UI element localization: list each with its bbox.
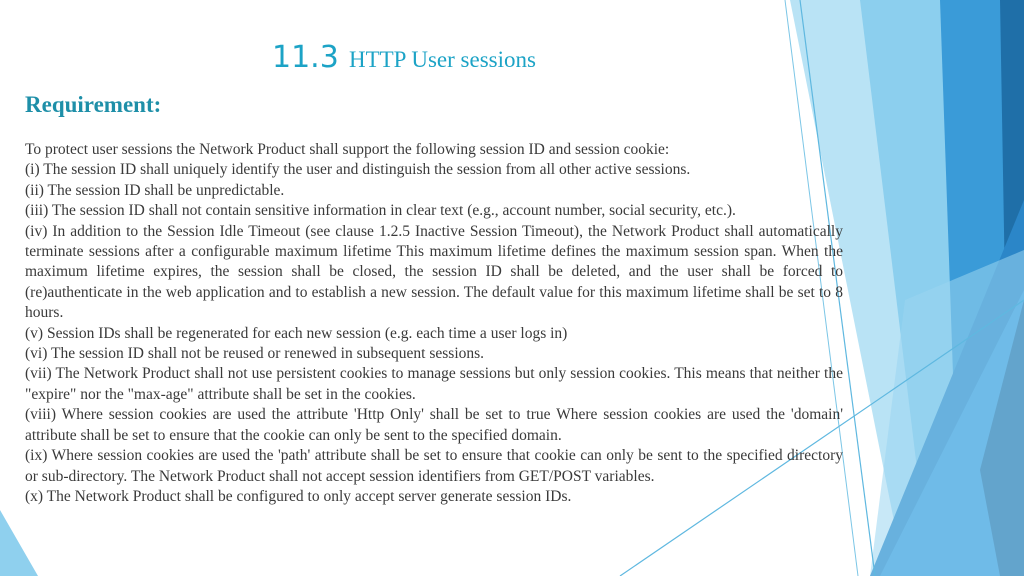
- requirement-heading: Requirement:: [25, 92, 162, 117]
- requirement-item-v: (v) Session IDs shall be regenerated for each new session (e.g. each time a user logs in): [25, 324, 568, 342]
- requirement-item-iv: (iv) In addition to the Session Idle Timeout (see clause 1.2.5 Inactive Session Timeout), the Network Product shall automatically terminate sessions after a configurable maximum lifetime This maximum lifetime defines the maximum session span. When the maximum lifetime expires, the session shall be closed, the session ID shall be deleted, and the user shall be forced to (re)authenticate in the web application and to establish a new session. The default value for this maximum lifetime shall be set to 8 hours.: [25, 222, 843, 322]
- requirement-item-vii: (vii) The Network Product shall not use persistent cookies to manage sessions but only session cookies. This means that neither the "expire" nor the "max-age" attribute shall be set in the cookies.: [25, 365, 843, 403]
- decor-corner-bottom-left: [0, 510, 38, 576]
- slide-title: [272, 38, 536, 78]
- requirement-item-viii: (viii) Where session cookies are used the attribute 'Http Only' shall be set to true Where session cookies are used the 'domain' attribute shall be set to ensure that the cookie can only be sent to the specified domain.: [25, 406, 843, 444]
- requirement-item-x: (x) The Network Product shall be configured to only accept server generate session IDs.: [25, 487, 572, 505]
- requirement-item-ii: (ii) The session ID shall be unpredictable.: [25, 181, 285, 199]
- title-number: 11.3: [272, 40, 339, 75]
- requirement-item-ix: (ix) Where session cookies are used the 'path' attribute shall be set to ensure that cookie can only be sent to the specified directory or sub-directory. The Network Product shall not accept session identifiers from GET/POST variables.: [25, 447, 843, 485]
- requirement-item-iii: (iii) The session ID shall not contain sensitive information in clear text (e.g., account number, social security, etc.).: [25, 202, 736, 220]
- intro-paragraph: To protect user sessions the Network Product shall support the following session ID and session cookie:: [25, 141, 670, 158]
- requirement-item-vi: (vi) The session ID shall not be reused or renewed in subsequent sessions.: [25, 345, 485, 363]
- requirement-item-i: (i) The session ID shall uniquely identify the user and distinguish the session from all other active sessions.: [25, 161, 691, 179]
- requirement-body: [25, 140, 843, 507]
- title-text: HTTP User sessions: [348, 47, 536, 72]
